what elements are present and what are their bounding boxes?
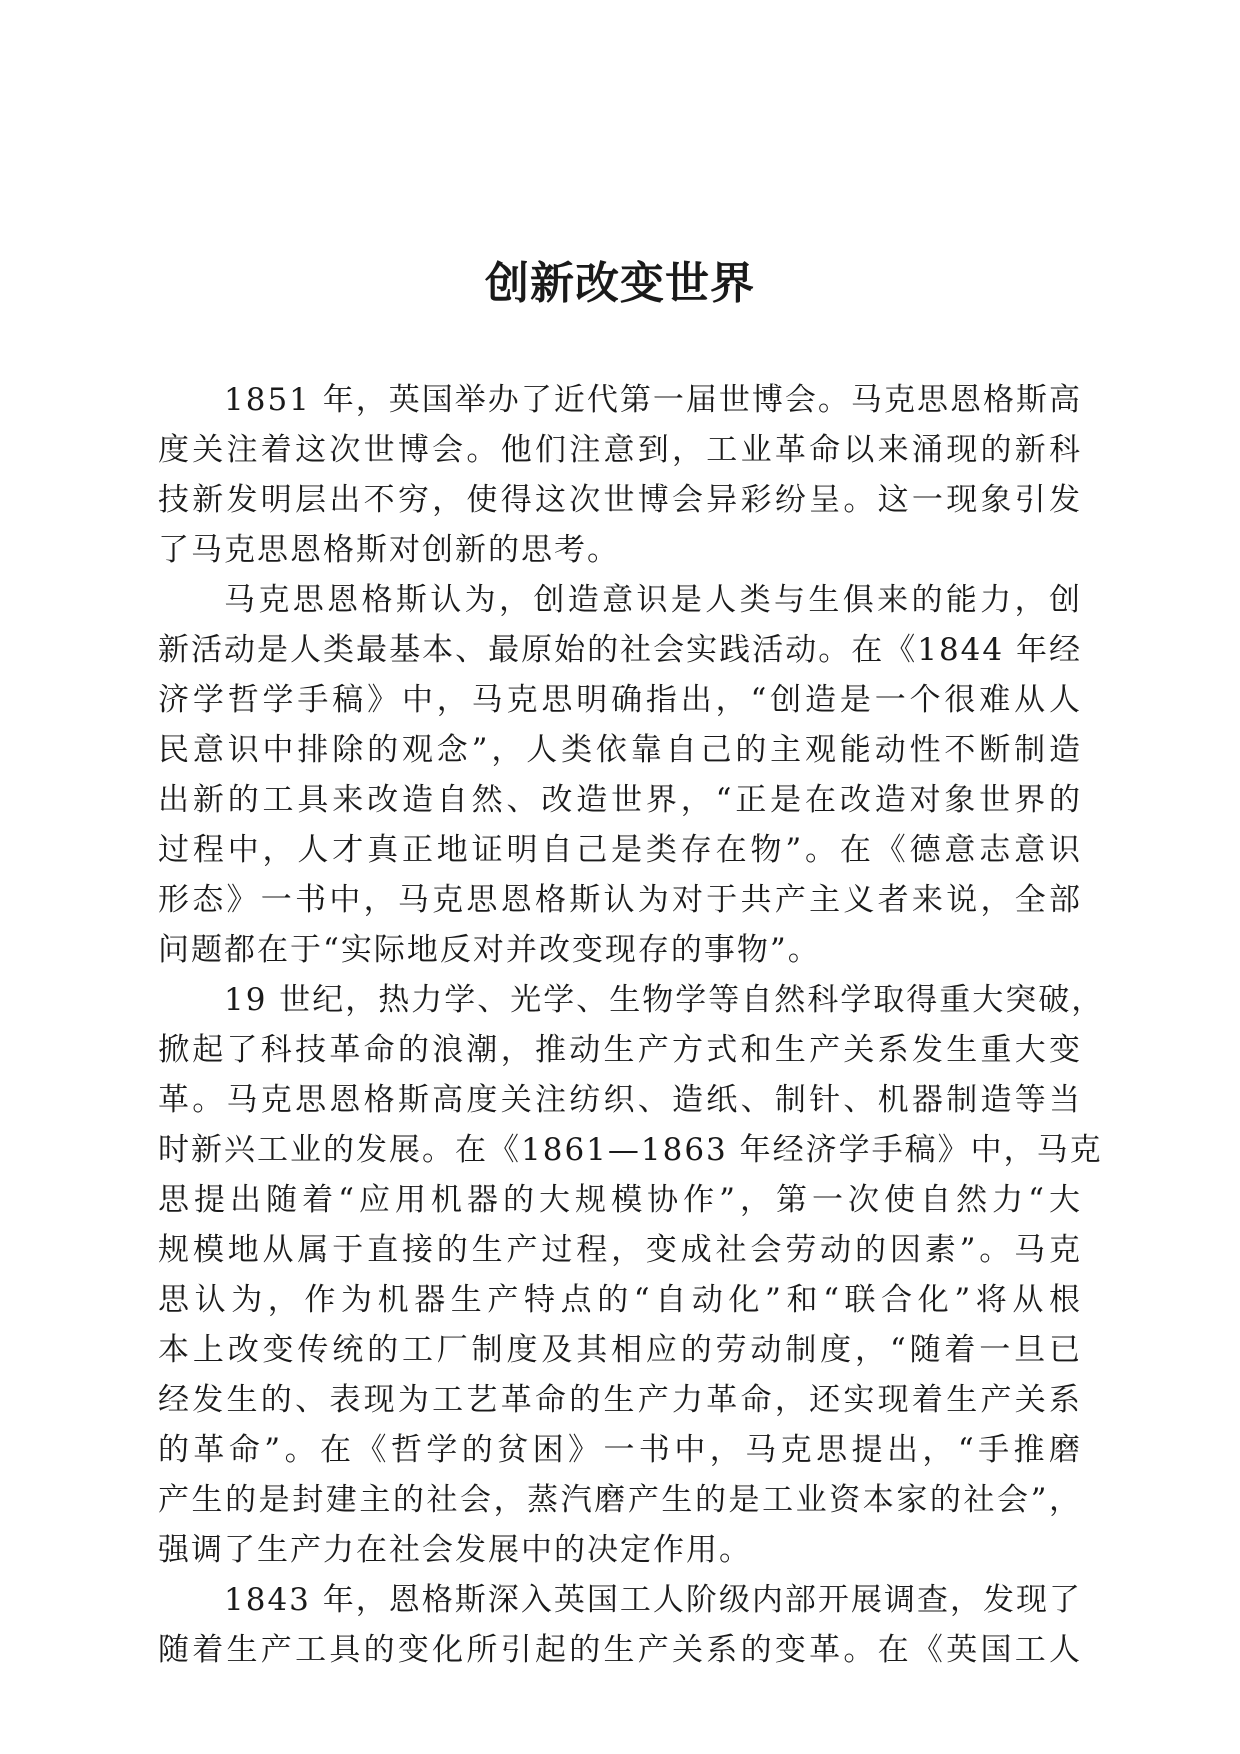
- paragraph-line: 马克思恩格斯认为，创造意识是人类与生俱来的能力，创: [224, 582, 1082, 618]
- paragraph-line: 新活动是人类最基本、最原始的社会实践活动。在《1844 年经: [158, 632, 1082, 668]
- paragraph-line: 19 世纪，热力学、光学、生物学等自然科学取得重大突破，: [224, 982, 1105, 1018]
- paragraph-line: 形态》一书中，马克思恩格斯认为对于共产主义者来说，全部: [158, 882, 1082, 918]
- paragraph-line: 问题都在于“实际地反对并改变现存的事物”。: [158, 932, 821, 968]
- paragraph-line: 1851 年，英国举办了近代第一届世博会。马克思恩格斯高: [224, 382, 1082, 418]
- paragraph-line: 思提出随着“应用机器的大规模协作”，第一次使自然力“大: [158, 1182, 1082, 1218]
- paragraph-line: 时新兴工业的发展。在《1861—1863 年经济学手稿》中，马克: [158, 1132, 1103, 1168]
- paragraph-line: 民意识中排除的观念”，人类依靠自己的主观能动性不断制造: [158, 732, 1082, 768]
- paragraph-line: 过程中，人才真正地证明自己是类存在物”。在《德意志意识: [158, 832, 1082, 868]
- paragraph-line: 随着生产工具的变化所引起的生产关系的变革。在《英国工人: [158, 1632, 1082, 1668]
- paragraph-line: 规模地从属于直接的生产过程，变成社会劳动的因素”。马克: [158, 1232, 1082, 1268]
- paragraph-line: 出新的工具来改造自然、改造世界，“正是在改造对象世界的: [158, 782, 1082, 818]
- paragraph-line: 产生的是封建主的社会，蒸汽磨产生的是工业资本家的社会”，: [158, 1482, 1082, 1518]
- paragraph-line: 技新发明层出不穷，使得这次世博会异彩纷呈。这一现象引发: [158, 482, 1082, 518]
- paragraph-line: 强调了生产力在社会发展中的决定作用。: [158, 1532, 752, 1568]
- paragraph-line: 革。马克思恩格斯高度关注纺织、造纸、制针、机器制造等当: [158, 1082, 1082, 1118]
- paragraph-line: 的革命”。在《哲学的贫困》一书中，马克思提出，“手推磨: [158, 1432, 1082, 1468]
- paragraph-line: 济学哲学手稿》中，马克思明确指出，“创造是一个很难从人: [158, 682, 1082, 718]
- paragraph-line: 思认为，作为机器生产特点的“自动化”和“联合化”将从根: [158, 1282, 1082, 1318]
- paragraph-line: 经发生的、表现为工艺革命的生产力革命，还实现着生产关系: [158, 1382, 1082, 1418]
- page-title: 创新改变世界: [485, 258, 755, 309]
- paragraph-line: 了马克思恩格斯对创新的思考。: [158, 532, 620, 568]
- paragraph-line: 本上改变传统的工厂制度及其相应的劳动制度，“随着一旦已: [158, 1332, 1082, 1368]
- paragraph-line: 度关注着这次世博会。他们注意到，工业革命以来涌现的新科: [158, 432, 1082, 468]
- paragraph-line: 1843 年，恩格斯深入英国工人阶级内部开展调查，发现了: [224, 1582, 1082, 1618]
- paragraph-line: 掀起了科技革命的浪潮，推动生产方式和生产关系发生重大变: [158, 1032, 1082, 1068]
